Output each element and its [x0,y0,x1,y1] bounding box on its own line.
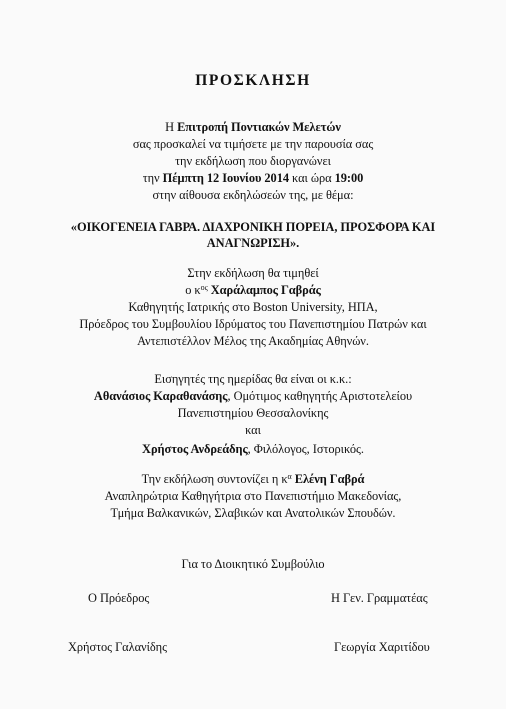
president-name: Χρήστος Γαλανίδης [68,640,167,654]
speakers-intro: Εισηγητές της ημερίδας θα είναι οι κ.κ.: [154,372,352,386]
speaker-2-line [0,441,506,457]
event-time: 19:00 [334,171,364,185]
invitation-title: ΠΡΟΣΚΛΗΣΗ [195,72,311,89]
venue-line: στην αίθουσα εκδηλώσεών της, με θέμα: [152,188,354,202]
organizer-line [0,119,506,135]
event-date: Πέμπτη 12 Ιουνίου 2014 [162,171,289,185]
speaker-1-role: , Ομότιμος καθηγητής Αριστοτελείου [227,389,413,403]
honoree-name: Χαράλαμπος Γαβράς [210,283,321,297]
honoree-prefix-sup: ος [200,283,208,292]
secretary-name: Γεωργία Χαριτίδου [334,640,430,654]
honoree-prefix: ο κ [185,283,201,297]
theme-line-1: «ΟΙΚΟΓΕΝΕΙΑ ΓΑΒΡΑ. ΔΙΑΧΡΟΝΙΚΗ ΠΟΡΕΙΑ, ΠΡΟΣΦΟΡΑ ΚΑΙ [70,220,436,234]
speaker-1-name: Αθανάσιος Καραθανάσης [93,389,228,403]
coordinator-line [0,471,506,487]
honoree-role-3: Αντεπιστέλλον Μέλος της Ακαδημίας Αθηνών. [137,334,369,348]
invite-line: σας προσκαλεί να τιμήσετε με την παρουσία σας [132,137,374,151]
honoree-line [0,282,506,298]
secretary-title: Η Γεν. Γραμματέας [331,591,428,605]
honoree-intro: Στην εκδήλωση θα τιμηθεί [187,266,319,280]
time-prefix: και ώρα [288,171,335,185]
organizer-name: Επιτροπή Ποντιακών Μελετών [177,120,341,134]
board-line: Για το Διοικητικό Συμβούλιο [181,557,325,571]
speaker-1-affiliation: Πανεπιστημίου Θεσσαλονίκης [177,406,329,420]
coordinator-prefix: Την εκδήλωση συντονίζει η κ [141,472,288,486]
honoree-role-2: Πρόεδρος του Συμβουλίου Ιδρύματος του Πανεπιστημίου Πατρών και [79,317,427,331]
speakers-and: και [245,423,261,437]
speaker-2-name: Χρήστος Ανδρεάδης [142,442,248,456]
date-line [0,170,506,186]
coordinator-prefix-sup: α [287,472,292,481]
honoree-role-1: Καθηγητής Ιατρικής στο Boston University, ΗΠΑ, [128,300,378,314]
theme-line-2: ΑΝΑΓΝΩΡΙΣΗ». [206,236,300,250]
date-prefix: την [142,171,163,185]
coordinator-role-2: Τμήμα Βαλκανικών, Σλαβικών και Ανατολικών Σπουδών. [110,506,396,520]
event-line: την εκδήλωση που διοργανώνει [175,154,331,168]
organizer-prefix: Η [165,120,178,134]
speaker-2-role: , Φιλόλογος, Ιστορικός. [247,442,364,456]
coordinator-role-1: Αναπληρώτρια Καθηγήτρια στο Πανεπιστήμιο Μακεδονίας, [104,489,402,503]
president-title: Ο Πρόεδρος [88,591,150,605]
coordinator-name: Ελένη Γαβρά [294,472,365,486]
speaker-1-line [0,388,506,404]
